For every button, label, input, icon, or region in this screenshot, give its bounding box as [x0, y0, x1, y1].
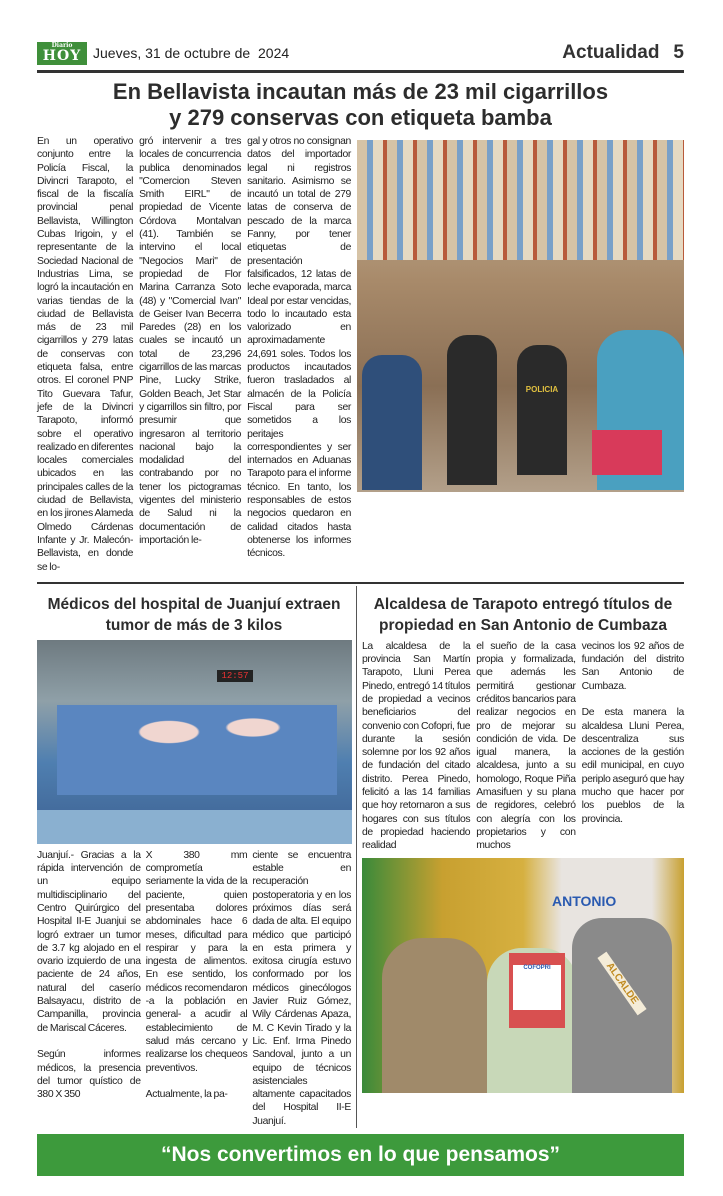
section-name: Actualidad	[562, 42, 660, 63]
article3	[357, 586, 684, 1128]
article2-body	[37, 849, 351, 1128]
article1-headline: En Bellavista incautan más de 23 mil cigarrillos y 279 conservas con etiqueta bamba	[112, 79, 609, 130]
article3-col2: el sueño de la casa propia y formalizada, que además les permitirá gestionar créditos bancarios para realizar negocios en pro de mejorar su condición de vida. De igual manera, la alcaldesa, junto a su homologo, Roque Piña Amasifuen y su plana de regidores, celebró con alegría con los propietarios y con muchos	[476, 640, 576, 852]
photo-sash-text: ALCALDE	[597, 951, 646, 1015]
quote-banner: “Nos convertimos en lo que pensamos”	[37, 1134, 684, 1176]
photo-document	[509, 953, 565, 1028]
article2-photo	[37, 640, 352, 844]
page-header	[37, 38, 684, 68]
newspaper-logo	[37, 42, 87, 65]
article3-photo	[362, 858, 684, 1093]
article3-headline: Alcaldesa de Tarapoto entregó títulos de propiedad en San Antonio de Cumbaza	[373, 595, 673, 634]
bottom-section	[37, 586, 684, 1128]
article1-col3: gal y otros no consignan datos del importador legal ni registros sanitario. Asimismo se incautó un total de 279 latas de conserva de pescado de la marca Fanny, por tener etiquetas de presentación falsificados, 12 latas de leche evaporada, marca Ideal por estar vencidas, todo lo incautado esta valorizado en aproximadamente 24,691 soles. Todos los productos incautados fueron trasladados al almacén de la Policía Fiscal para ser sometidos a los peritajes correspondientes y ser internados en Aduanas Tarapoto para el informe técnico. En tanto, los responsables de estos negocios quedaron en calidad citados hasta obtenerse los informes técnicos.	[247, 136, 351, 560]
article1-col2: gró intervenir a tres locales de concurrencia publica denominados "Comercion Steven Smith EIRL" de propiedad de Vicente Córdova Montalvan (41). También se intervino el local "Negocios Mari" de propiedad de Flor Marina Carranza Soto (48) y "Comercial Ivan" de Geiser Ivan Becerra Paredes (28) en los cuales se incautó un total de 23,296 cigarrillos de las marcas Pine, Lucky Strike, Golden Beach, Jet Star y cigarrillos sin filtro, por presumir que ingresaron al territorio nacional bajo la modalidad del contrabando por no tener los pictogramas vigentes del ministerio de Salud ni la documentación de importación le-	[139, 136, 242, 546]
photo-clock: 12:57	[217, 670, 253, 682]
photo-doc-text: COFOPRI	[513, 965, 561, 1010]
logo-small-text: Diario	[51, 41, 73, 49]
section-divider	[37, 582, 684, 584]
article2-col1: Juanjuí.- Gracias a la rápida intervención de un equipo multidisciplinario del Centro Quirúrgico del Hospital II-E Juanjui se logró extraer un tumor de 3.7 kg alojado en el ovario izquierdo de una paciente de 24 años, natural del caserío Balsayacu, distrito de Campanilla, provincia de Mariscal Cáceres. Según informes médicos, la presencia del tumor quístico de 380 X 350	[37, 849, 141, 1101]
article3-col3: vecinos los 92 años de fundación del distrito San Antonio de Cumbaza. De esta manera la alcaldesa Lluni Perea, descentraliza sus acciones de la gestión edil municipal, en cuyo periplo aseguró que hay mucho que hacer por los pueblos de la provincia.	[581, 640, 684, 825]
photo-police-text: POLICIA	[525, 385, 559, 394]
article1-col1: En un operativo conjunto entre la Policía Fiscal, la Divincri Tarapoto, el fiscal de la fiscalía provincial penal Bellavista, Willington Cubas Irigoin, y el representante de la Sociedad Nacional de Industrias Lima, se logró la incautación en varias tiendas de la ciudad de Bellavista más de 23 mil cigarrillos y 279 latas de conservas con etiqueta falsa, entre otros. El coronel PNP Tito Guevara Tafur, jefe de la Divincri Tarapoto, informó sobre el operativo realizado en diferentes locales comerciales ubicados en las principales calles de la ciudad de Bellavista, en los jirones Alameda Olmedo Cárdenas Infante y Jr. Malecón-Bellavista, en donde se lo-	[37, 136, 134, 573]
article1-body	[37, 135, 684, 574]
issue-date: Jueves, 31 de octubre de 2024	[93, 45, 290, 61]
article2-col3: ciente se encuentra estable en recuperación postoperatoria y en los próximos días será dada de alta. El equipo médico que participó en esta primera y exitosa cirugía estuvo conformado por los médicos ginecólogos Javier Ruiz Gómez, Wily Cárdenas Apaza, M. C Kevin Tirado y la Lic. Enf. Irma Pinedo Sandoval, junto a un equipo de técnicos asistenciales altamente capacitados del Hospital II-E Juanjuí.	[252, 849, 351, 1127]
article3-col1: La alcaldesa de la provincia San Martín Tarapoto, Lluni Perea Pinedo, entregó 14 títulos de propiedad a vecinos beneficiarios del convenio con Cofopri, fue durante la sesión solemne por los 92 años de fundación del citado distrito. Perea Pinedo, felicitó a las 14 familias que hoy retornaron a sus hogares con sus títulos de propiedad haciendo realidad	[362, 640, 471, 852]
article2-col2: X 380 mm comprometía seriamente la vida de la paciente, quien presentaba dolores abdominales hace 6 meses, dificultad para respirar y para la ingesta de alimentos. En ese sentido, los médicos recomendaron -a la población en general- a acudir al establecimiento de salud más cercano y realizarse los chequeos preventivos. Actualmente, la pa-	[145, 849, 248, 1101]
article2	[37, 586, 357, 1128]
article1-photo	[357, 140, 684, 492]
article3-body	[362, 640, 684, 853]
article2-headline: Médicos del hospital de Juanjuí extraen tumor de más de 3 kilos	[47, 595, 341, 634]
header-rule	[37, 70, 684, 73]
page-number: 5	[673, 42, 684, 63]
photo-banner-text: ANTONIO	[552, 892, 617, 909]
logo-big-text: HOY	[42, 47, 82, 64]
section-header	[562, 42, 684, 64]
